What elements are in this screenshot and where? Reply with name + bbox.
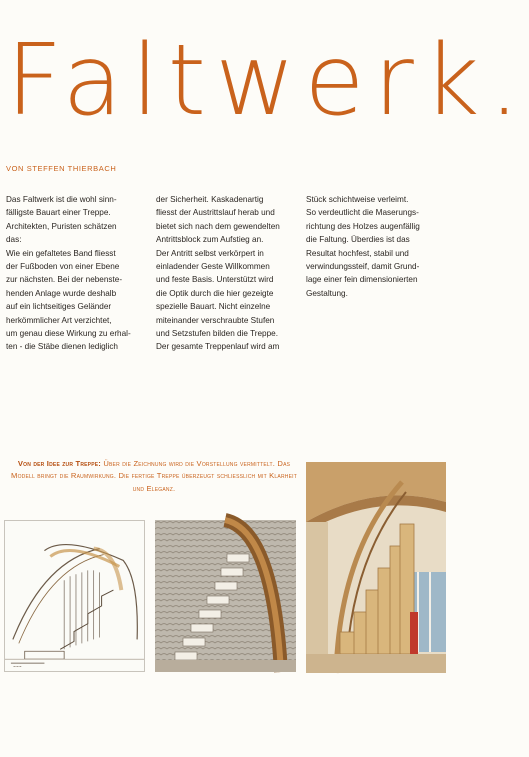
text-line: herkömmlicher Art verzichtet, — [6, 315, 112, 325]
svg-text:~~~: ~~~ — [12, 665, 22, 671]
figure-caption — [6, 458, 302, 495]
text-line: das: — [6, 235, 22, 245]
author-byline: VON STEFFEN THIERBACH — [6, 164, 117, 173]
text-line: und feste Basis. Unterstützt wird — [156, 275, 274, 285]
caption-text: Über die Zeichnung wird die Vorstellung vermittelt. Das Modell bringt die Raumwirkung. Die fertige Treppe überzeugt schliesslich mit Klarheit und Eleganz. — [11, 459, 297, 493]
text-line: der Fußboden von einer Ebene — [6, 262, 120, 272]
text-line: die Optik durch die hier gezeigte — [156, 288, 274, 298]
text-line: Resultat hochfest, stabil und — [306, 248, 409, 258]
text-column-1 — [6, 193, 146, 354]
text-line: richtung des Holzes augenfällig — [306, 221, 420, 231]
text-line: verwindungssteif, damit Grund- — [306, 262, 420, 272]
text-line: henden Anlage wurde deshalb — [6, 288, 117, 298]
text-line: um genau diese Wirkung zu erhal- — [6, 329, 131, 339]
sketch-image — [4, 520, 145, 672]
text-line: fliesst der Austrittslauf herab und — [156, 208, 275, 218]
text-line: Architekten, Puristen schätzen — [6, 221, 117, 231]
text-line: miteinander verschraubte Stufen — [156, 315, 275, 325]
text-line: Wie ein gefaltetes Band fliesst — [6, 248, 116, 258]
text-line: So verdeutlicht die Maserungs- — [306, 208, 419, 218]
text-line: Antrittsblock zum Aufstieg an. — [156, 235, 264, 245]
text-line: Stück schichtweise verleimt. — [306, 195, 409, 204]
text-column-3 — [306, 193, 446, 300]
text-line: einladender Geste Willkommen — [156, 262, 270, 272]
text-line: ten - die Stäbe dienen lediglich — [6, 342, 118, 352]
caption-lead: Von der Idee zur Treppe: — [17, 459, 102, 468]
article-title: Faltwerk. — [6, 24, 529, 138]
text-line: und Setzstufen bilden die Treppe. — [156, 329, 278, 339]
text-line: lage einer fein dimensionierten — [306, 275, 418, 285]
text-line: Der gesamte Treppenlauf wird am — [156, 342, 280, 352]
text-line: spezielle Bauart. Nicht einzelne — [156, 302, 271, 312]
text-line: Das Faltwerk ist die wohl sinn- — [6, 195, 117, 204]
text-line: zur nächsten. Bei der nebenste- — [6, 275, 123, 285]
text-line: Gestaltung. — [306, 288, 348, 298]
text-line: Der Antritt selbst verkörpert in — [156, 248, 264, 258]
text-line: auf ein lichtseitiges Geländer — [6, 302, 112, 312]
text-line: bietet sich nach dem gewendelten — [156, 221, 280, 231]
text-column-2 — [156, 193, 296, 354]
text-line: fälligste Bauart einer Treppe. — [6, 208, 111, 218]
model-photo — [155, 520, 296, 672]
text-line: der Sicherheit. Kaskadenartig — [156, 195, 264, 204]
staircase-photo — [306, 462, 446, 673]
text-line: die Faltung. Überdies ist das — [306, 235, 410, 245]
